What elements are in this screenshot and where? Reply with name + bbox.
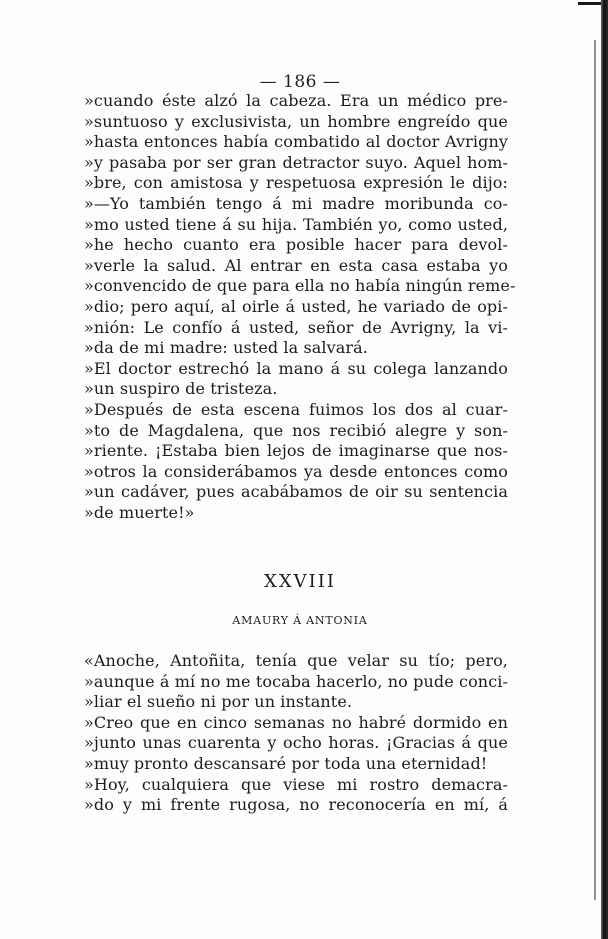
paragraph-block-2 bbox=[84, 651, 508, 816]
text-line: »dio; pero aquí, al oirle á usted, he variado de opi- bbox=[84, 296, 508, 316]
text-line: »de muerte!» bbox=[84, 502, 195, 522]
text-line: »to de Magdalena, que nos recibió alegre y son- bbox=[84, 420, 508, 440]
text-line: »Después de esta escena fuimos los dos al cuar- bbox=[84, 399, 508, 419]
text-line: »liar el sueño ni por un instante. bbox=[84, 692, 353, 712]
text-line: »muy pronto descansaré por toda una eternidad! bbox=[84, 753, 488, 773]
text-line: »do y mi frente rugosa, no reconocería en mí, á bbox=[84, 795, 508, 815]
text-line: »Hoy, cualquiera que viese mi rostro demacra- bbox=[84, 774, 508, 794]
text-line: »El doctor estrechó la mano á su colega lanzando bbox=[84, 358, 508, 378]
text-line: »riente. ¡Estaba bien lejos de imaginarse que nos- bbox=[84, 441, 508, 461]
text-line: «Anoche, Antoñita, tenía que velar su tío; pero, bbox=[84, 651, 508, 670]
text-line: »he hecho cuanto era posible hacer para devol- bbox=[84, 235, 508, 255]
page-number: — 186 — bbox=[259, 72, 341, 92]
paragraph-block-1 bbox=[84, 91, 516, 523]
text-line: »Creo que en cinco semanas no habré dormido en bbox=[84, 712, 508, 732]
text-line: »un cadáver, pues acabábamos de oir su sentencia bbox=[84, 482, 508, 502]
text-line: »otros la considerábamos ya desde entonces como bbox=[84, 461, 508, 481]
text-line: »cuando éste alzó la cabeza. Era un médico pre- bbox=[84, 91, 508, 110]
chapter-subtitle: AMAURY Á ANTONIA bbox=[232, 614, 368, 627]
chapter-heading: XXVIII bbox=[264, 571, 336, 592]
page-edge-shadow bbox=[594, 40, 596, 900]
book-spine-edge bbox=[601, 0, 608, 939]
text-line: »junto unas cuarenta y ocho horas. ¡Gracias á que bbox=[84, 733, 508, 753]
text-line: »un suspiro de tristeza. bbox=[84, 379, 278, 399]
text-line: »da de mi madre: usted la salvará. bbox=[84, 338, 368, 358]
text-line: »hasta entonces había combatido al doctor Avrigny bbox=[84, 132, 508, 152]
text-line: »bre, con amistosa y respetuosa expresión le dijo: bbox=[84, 173, 508, 193]
text-line: »suntuoso y exclusivista, un hombre engreído que bbox=[84, 111, 508, 131]
text-line: »convencido de que para ella no había ningún reme- bbox=[84, 276, 516, 296]
text-line: »y pasaba por ser gran detractor suyo. Aquel hom- bbox=[84, 152, 508, 172]
text-line: »nión: Le confío á usted, señor de Avrigny, la vi- bbox=[84, 317, 508, 337]
text-line: »aunque á mí no me tocaba hacerlo, no pude conci- bbox=[84, 671, 508, 691]
text-line: »mo usted tiene á su hija. También yo, como usted, bbox=[84, 214, 508, 234]
text-line: »—Yo también tengo á mi madre moribunda co- bbox=[84, 193, 508, 213]
text-line: »verle la salud. Al entrar en esta casa estaba yo bbox=[84, 255, 508, 275]
